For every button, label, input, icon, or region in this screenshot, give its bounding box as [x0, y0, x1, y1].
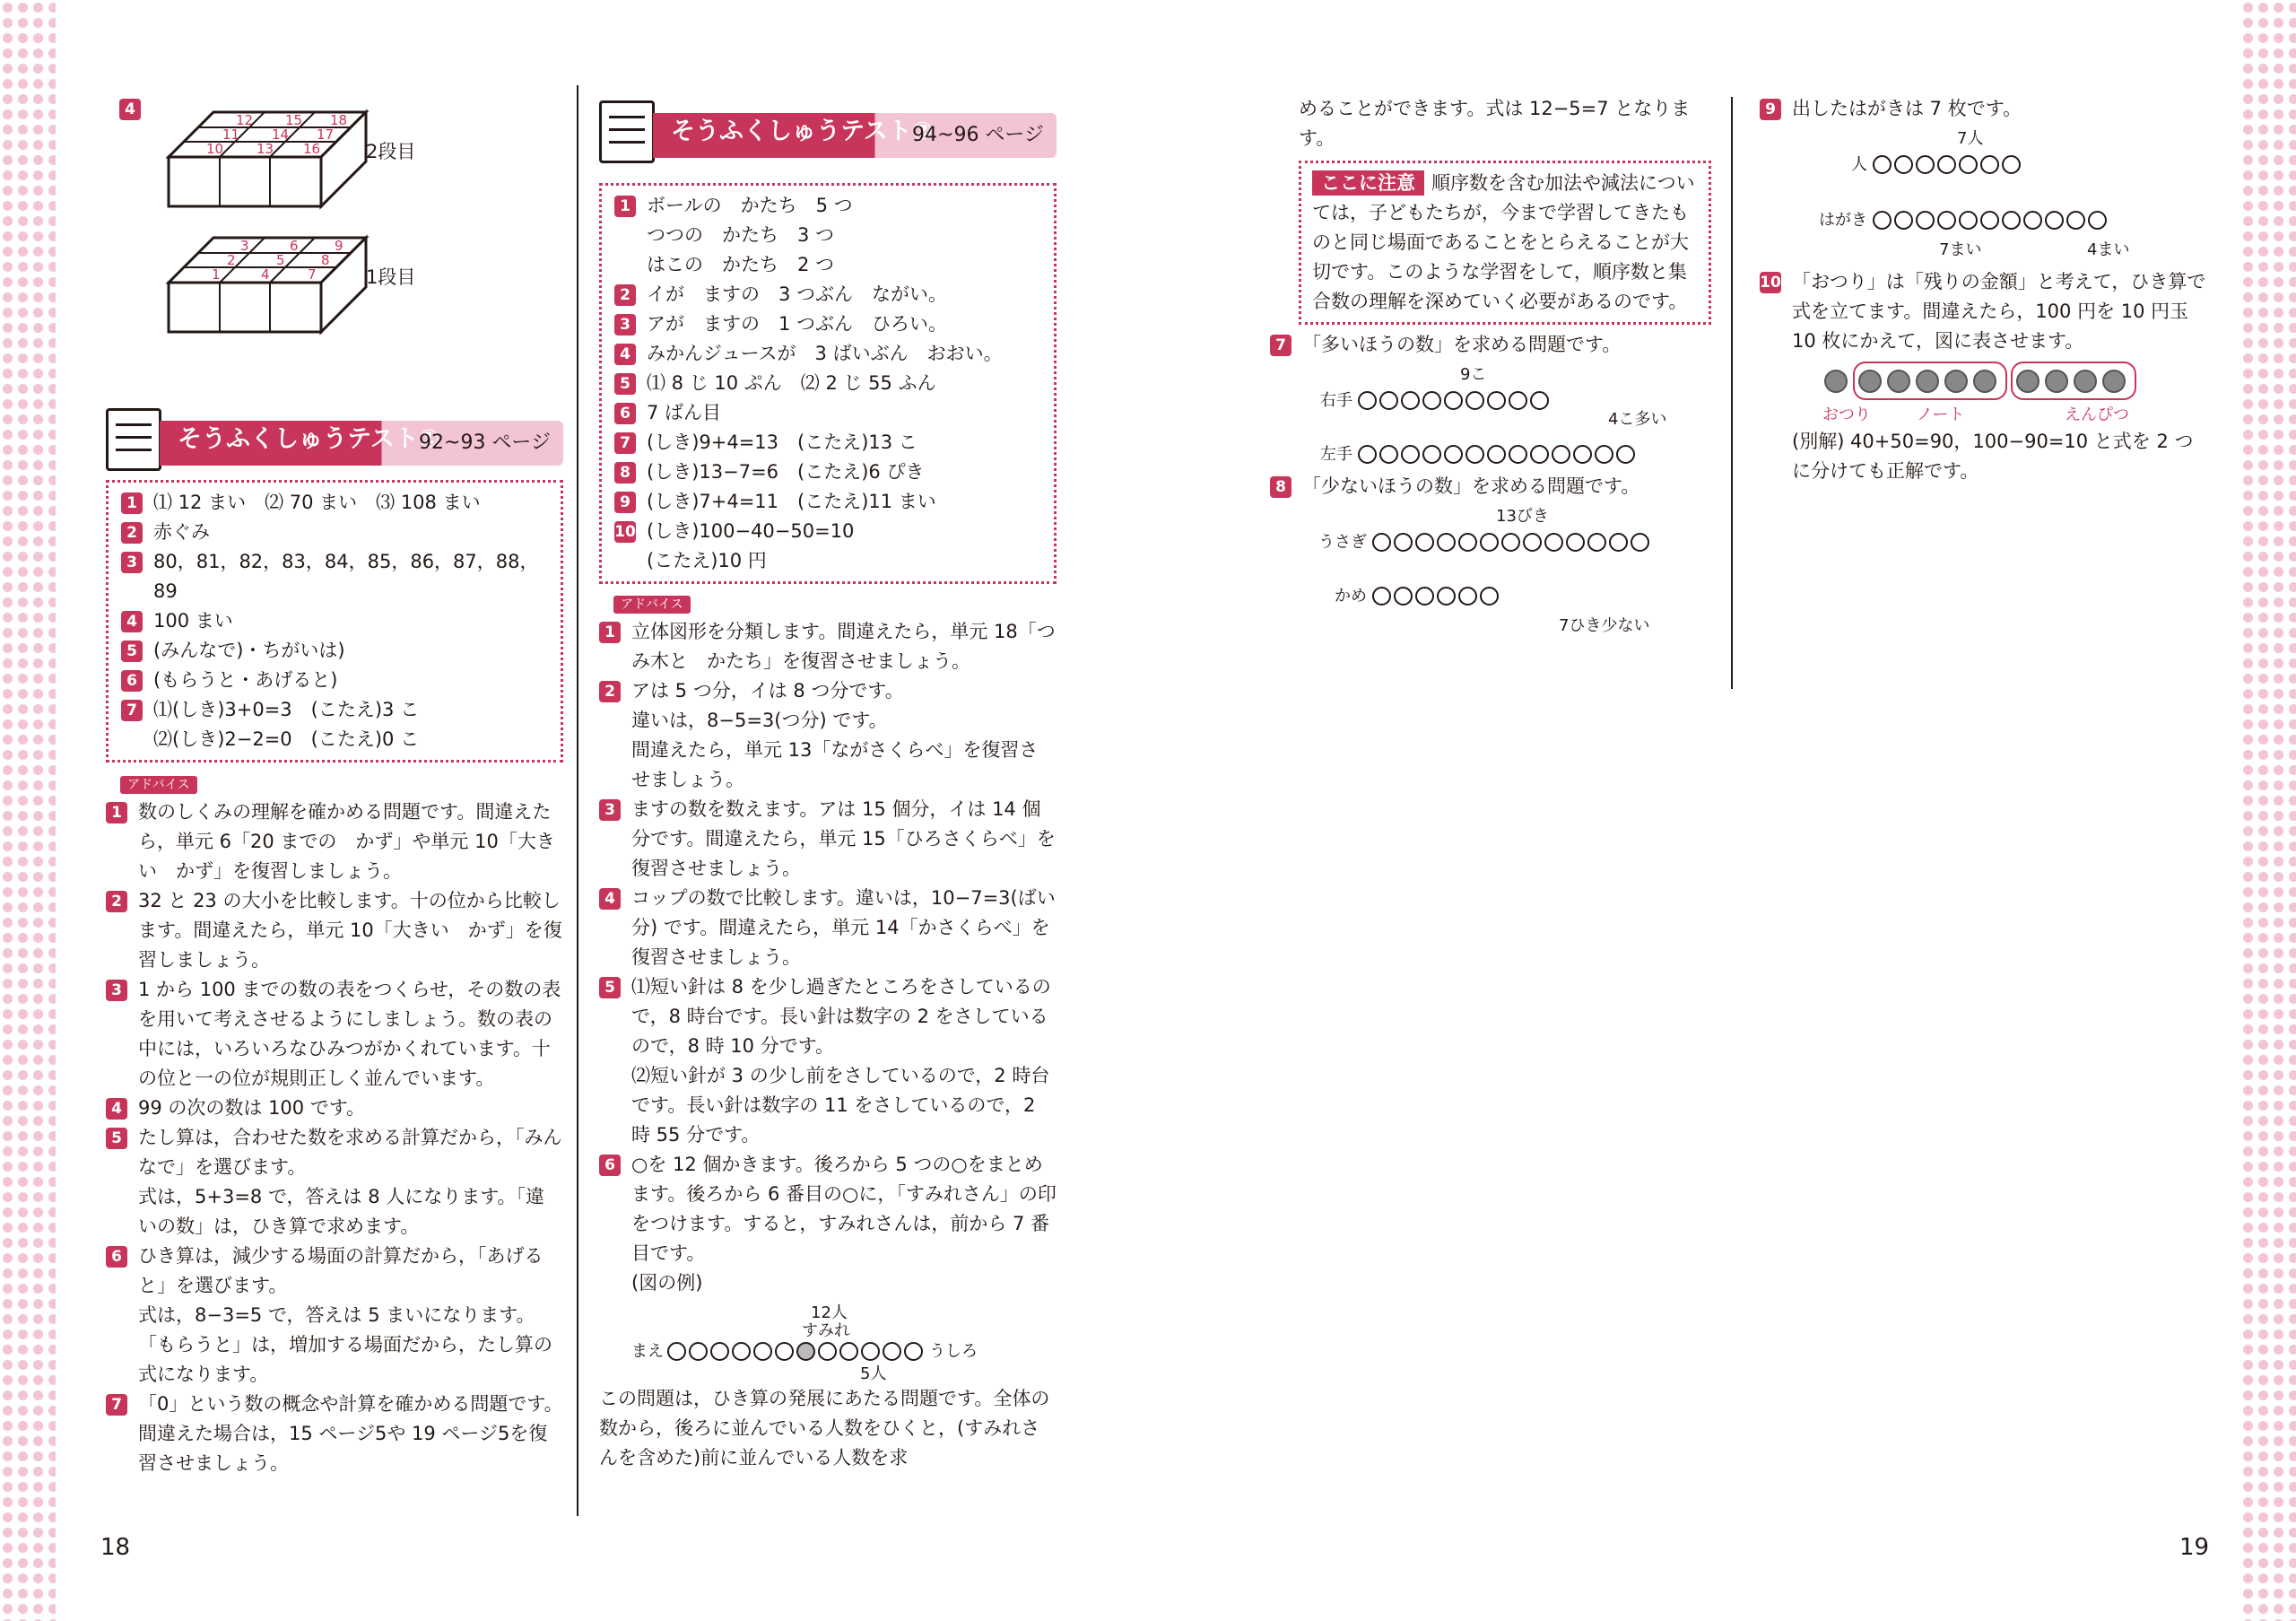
svg-text:1: 1 [212, 266, 221, 283]
svg-text:10: 10 [206, 141, 224, 157]
svg-text:8: 8 [321, 252, 330, 268]
answer-row: ⑵(しき)2−2=0 (こたえ)0 こ [153, 728, 420, 750]
right-divider [1731, 97, 1733, 689]
right-page-number: 19 [2179, 1534, 2210, 1561]
test2-advice-label: アドバイス [599, 588, 1057, 617]
svg-text:7: 7 [308, 266, 317, 283]
test1-title: そうふくしゅうテスト① [178, 425, 439, 453]
q10-extra: (別解) 40+50=90，100−90=10 と式を 2 つに分けても正解です。 [1792, 431, 2194, 482]
svg-text:2: 2 [227, 252, 236, 268]
svg-text:16: 16 [303, 141, 321, 157]
q8-figure: 13びき うさぎ かめ 7ひき少ない [1318, 507, 1650, 635]
coin-labels: おつり ノート えんぴつ [1822, 405, 2129, 424]
cube-bottom [151, 229, 375, 354]
left-column-2 [599, 100, 1057, 1473]
cube-top [151, 103, 375, 229]
svg-text:14: 14 [272, 126, 290, 143]
svg-text:15: 15 [285, 112, 303, 128]
test2-pages: 94~96 ページ [912, 124, 1044, 146]
answer-row: 2 赤ぐみ [121, 518, 548, 547]
svg-text:4: 4 [261, 266, 270, 283]
svg-text:12: 12 [236, 112, 254, 128]
answer-row: 4 100 まい [121, 606, 548, 636]
left-column-1 [106, 94, 563, 1478]
cube-top-label: 2段目 [366, 141, 416, 162]
svg-text:6: 6 [290, 238, 299, 254]
answer-row: 7 ⑴(しき)3+0=3 (こたえ)3 こ [121, 695, 548, 725]
right-column-2 [1760, 94, 2208, 486]
left-dot-border [0, 0, 56, 1621]
fig-rear: 5人 [860, 1364, 887, 1383]
test1-header [106, 408, 563, 469]
right-dot-border [2240, 0, 2296, 1621]
cube-number: 4 [119, 99, 141, 120]
clipboard-icon [106, 408, 161, 471]
svg-text:11: 11 [222, 126, 240, 143]
caution-box: ここに注意 順序数を含む加法や減法については，子どもたちが，今まで学習してきたものと同じ場面であることをとらえることが大切です。このような学習をして，順序数と集合数の理解を深めていく必要があるのです。 [1299, 161, 1711, 325]
answer-row: 1 ⑴ 12 まい ⑵ 70 まい ⑶ 108 まい [121, 488, 548, 518]
line-figure [631, 1298, 1057, 1384]
left-divider [577, 85, 578, 1516]
clipboard-icon [599, 100, 655, 163]
svg-text:17: 17 [317, 126, 335, 143]
svg-text:5: 5 [276, 252, 285, 268]
test2-after: この問題は，ひき算の発展にあたる問題です。全体の数から，後ろに並んでいる人数をひくと，(すみれさんを含めた)前に並んでいる人数を求 [599, 1388, 1050, 1468]
cube-bottom-label: 1段目 [366, 266, 416, 288]
q10: 10 「おつり」は「残りの金額」と考えて，ひき算で式を立てます。間違えたら，100 円を 10 円玉 10 枚にかえて，図に表させます。 [1760, 271, 2206, 352]
test1-pages: 92~93 ページ [419, 431, 551, 454]
right-column-1 [1275, 94, 1711, 636]
test2-answers: 1 ボールの かたち 5 つ つつの かたち 3 つ はこの かたち 2 つ 2 イが ますの 3 つぶん ながい。 3 アが ますの 1 つぶん ひろい。 4 みかんジュースが 3 ばいぶん おおい。 5 ⑴ 8 じ 10 ぷん ⑵ 2 じ 55 ふん 6 7 ばん目 7 (しき)9+4=13 (こたえ)13 こ 8 (しき)13−7=6 (こたえ)6 ぴき 9 (しき)7+4=11 (こたえ)11 まい 10 (しき)100−40−50=10 (こたえ)10 円 [599, 183, 1057, 584]
q9-figure: 7人 人 はがき 7まい 4まい [1819, 129, 2130, 259]
fig-total: 12人 [811, 1303, 848, 1322]
svg-text:9: 9 [335, 238, 344, 254]
cont-text: めることができます。式は 12−5=7 となります。 [1299, 98, 1691, 149]
fig-name: すみれ [802, 1321, 850, 1340]
svg-text:3: 3 [240, 238, 249, 254]
svg-text:13: 13 [257, 141, 274, 157]
fig-row: まえ うしろ [631, 1342, 978, 1361]
answer-row: 5 (みんなで)・ちがいは) [121, 636, 548, 666]
caution-tag: ここに注意 [1312, 170, 1424, 196]
cube-section [106, 94, 563, 399]
q9: 9 出したはがきは 7 枚です。 [1760, 94, 2208, 124]
test2-title: そうふくしゅうテスト② [671, 118, 933, 145]
answer-row: 3 80，81，82，83，84，85，86，87，88，89 [121, 547, 548, 606]
q7: 7 「多いほうの数」を求める問題です。 [1270, 330, 1711, 360]
left-page-number: 18 [100, 1534, 131, 1561]
answer-row: 6 (もらうと・あげると) [121, 666, 548, 695]
q7-figure: 9こ 右手 4こ多い 左手 [1320, 365, 1667, 464]
q8: 8 「少ないほうの数」を求める問題です。 [1270, 472, 1711, 501]
test2-advice: 1 立体図形を分類します。間違えたら，単元 18「つみ木と かたち」を復習させましょう。 2 アは 5 つ分，イは 8 つ分です。 違いは，8−5=3(つ分) です。 間違えたら，単元 13「ながさくらべ」を復習させましょう。 3 ますの数を数えます。アは 15 個分，イは 14 個分です。間違えたら，単元 15「ひろさくらべ」を復習させましょう。 4 コップの数で比較します。違いは，10−7=3(ばい分) です。間違えたら，単元 14「かさくらべ」を復習させましょう。 5 ⑴短い針は 8 を少し過ぎたところをさしているので，8 時台です。長い針は数字の 2 をさしているので，8 時 10 分です。 ⑵短い針が 3 の少し前をさしているので，2 時台です。長い針は数字の 11 をさしているので，2 時 55 分です。 6 ○を 12 個かきます。後ろから 5 つの○をまとめます。後ろから 6 番目の○に，「すみれさん」の印をつけます。すると，すみれさんは，前から 7 番目です。 (図の例) [599, 617, 1057, 1298]
test1-advice-label: アドバイス [106, 768, 563, 797]
test1-advice: 1 数のしくみの理解を確かめる問題です。間違えたら，単元 6「20 までの かず」や単元 10「大きい かず」を復習しましょう。 2 32 と 23 の大小を比較します。十の位から比較します。間違えたら，単元 10「大きい かず」を復習しましょう。 3 1 から 100 までの数の表をつくらせ，その数の表を用いて考えさせるようにしましょう。数の表の中には，いろいろなひみつがかくれています。十の位と一の位が規則正しく並んでいます。 4 99 の次の数は 100 です。 5 たし算は，合わせた数を求める計算だから，「みんなで」を選びます。 式は，5+3=8 で，答えは 8 人になります。「違いの数」は，ひき算で求めます。 6 ひき算は，減少する場面の計算だから，「あげると」を選びます。 式は，8−3=5 で，答えは 5 まいになります。「もらうと」は，増加する場面だから，たし算の式になります。 7 「0」という数の概念や計算を確かめる問題です。間違えた場合は，15 ページ5や 19 ページ5を復習させましょう。 [106, 797, 563, 1478]
test2-header [599, 100, 1057, 161]
svg-text:18: 18 [330, 112, 348, 128]
coins-figure [1760, 362, 2208, 400]
test1-answers [106, 480, 563, 763]
